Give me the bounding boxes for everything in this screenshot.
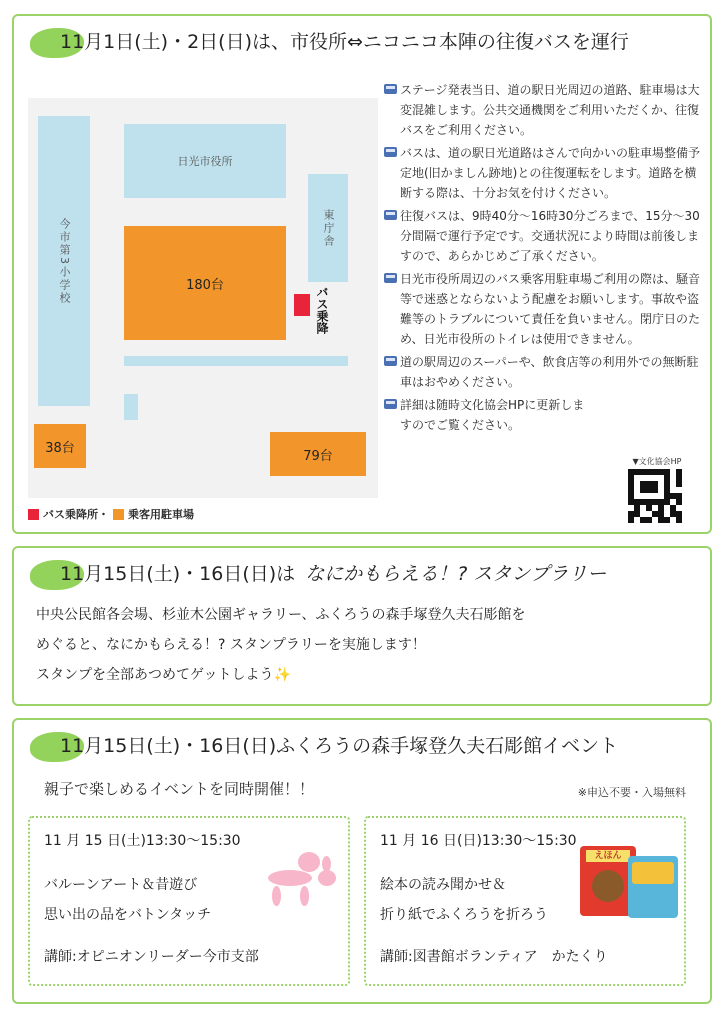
map-small-building	[124, 394, 138, 420]
legend-parking-swatch	[113, 509, 124, 520]
note-item: バスは、道の駅日光道路はさんで向かいの駐車場整備予定地(旧かましん跡地)との往復運転をします。道路を横断する際は、十分お気を付けください。	[384, 143, 702, 203]
bus-notes	[384, 80, 702, 438]
note-item: ステージ発表当日、道の駅日光周辺の道路、駐車場は大変混雑します。公共交通機関をご利用いただくか、往復バスをご利用ください。	[384, 80, 702, 140]
event-lecturer: 講師:図書館ボランティア かたくり	[380, 949, 608, 965]
bus-stop-label: バス乗降	[315, 286, 329, 334]
event-subtitle: 親子で楽しめるイベントを同時開催！！	[44, 780, 315, 798]
museum-event-title: 11月15日(土)・16日(日)ふくろうの森手塚登久夫石彫館イベント	[30, 726, 700, 766]
event-datetime: 11 月 15 日(土)13:30～15:30	[44, 833, 241, 849]
map-lot-79: 79台	[270, 432, 366, 476]
sparkle-icon: ✨	[273, 667, 291, 683]
note-item: 日光市役所周辺のバス乗客用駐車場ご利用の際は、騒音等で迷惑とならないよう配慮をお願いします。事故や盗難等のトラブルについて責任を負いません。閉庁日のため、日光市役所のトイレは使用できません。	[384, 269, 702, 349]
bus-icon	[384, 84, 397, 94]
stamp-rally-body: 中央公民館各会場、杉並木公園ギャラリー、ふくろうの森手塚登久夫石彫館を めぐると、なにかもらえる！? スタンプラリーを実施します！ スタンプを全部あつめてゲットしよう✨	[36, 607, 526, 683]
parking-map	[28, 98, 378, 498]
event-card-day1	[28, 816, 350, 986]
legend-bus-swatch	[28, 509, 39, 520]
qr-code-icon[interactable]	[628, 469, 682, 523]
bus-icon	[384, 210, 397, 220]
picture-book-icon: えほん	[580, 846, 636, 916]
bus-section-title: 11月1日(土)・2日(日)は、市役所⇔ニコニコ本陣の往復バスを運行	[30, 22, 700, 62]
map-strip	[124, 356, 348, 366]
map-lot-38: 38台	[34, 424, 86, 468]
map-city-hall: 日光市役所	[124, 124, 286, 198]
balloon-dog-icon	[264, 848, 340, 908]
bus-icon	[384, 147, 397, 157]
event-datetime: 11 月 16 日(日)13:30～15:30	[380, 833, 577, 849]
event-activity: バルーンアート＆昔遊び	[44, 877, 198, 893]
museum-event-panel	[12, 718, 712, 1004]
bus-icon	[384, 399, 397, 409]
bus-stop-marker	[294, 294, 310, 316]
event-activity: 折り紙でふくろうを折ろう	[380, 907, 548, 923]
bus-icon	[384, 273, 397, 283]
note-item: 往復バスは、9時40分～16時30分ごろまで、15分～30分間隔で運行予定です。交通状況により時間は前後しますので、あらかじめご了承ください。	[384, 206, 702, 266]
admission-note: ※申込不要・入場無料	[577, 786, 686, 799]
stamp-rally-title: 11月15日(土)・16日(日)は なにかもらえる！? スタンプラリー	[30, 554, 700, 594]
map-school-building: 今市第3小学校	[38, 116, 90, 406]
event-activity: 絵本の読み聞かせ＆	[380, 877, 506, 893]
note-item: 詳細は随時文化協会HPに更新しますのでご覧ください。	[384, 395, 594, 435]
stamp-rally-panel	[12, 546, 712, 706]
map-lot-180: 180台	[124, 226, 286, 340]
note-item: 道の駅周辺のスーパーや、飲食店等の利用外での無断駐車はおやめください。	[384, 352, 702, 392]
picture-book-icon	[628, 856, 678, 918]
event-activity: 思い出の品をバトンタッチ	[44, 907, 212, 923]
map-legend: バス乗降所・ 乗客用駐車場	[28, 506, 194, 522]
bus-info-panel	[12, 14, 712, 534]
event-card-day2	[364, 816, 686, 986]
map-east-wing: 東庁舎	[308, 174, 348, 282]
event-lecturer: 講師:オピニオンリーダー今市支部	[44, 949, 259, 965]
qr-code-block[interactable]: ▼文化協会HP	[622, 456, 692, 523]
bus-icon	[384, 356, 397, 366]
